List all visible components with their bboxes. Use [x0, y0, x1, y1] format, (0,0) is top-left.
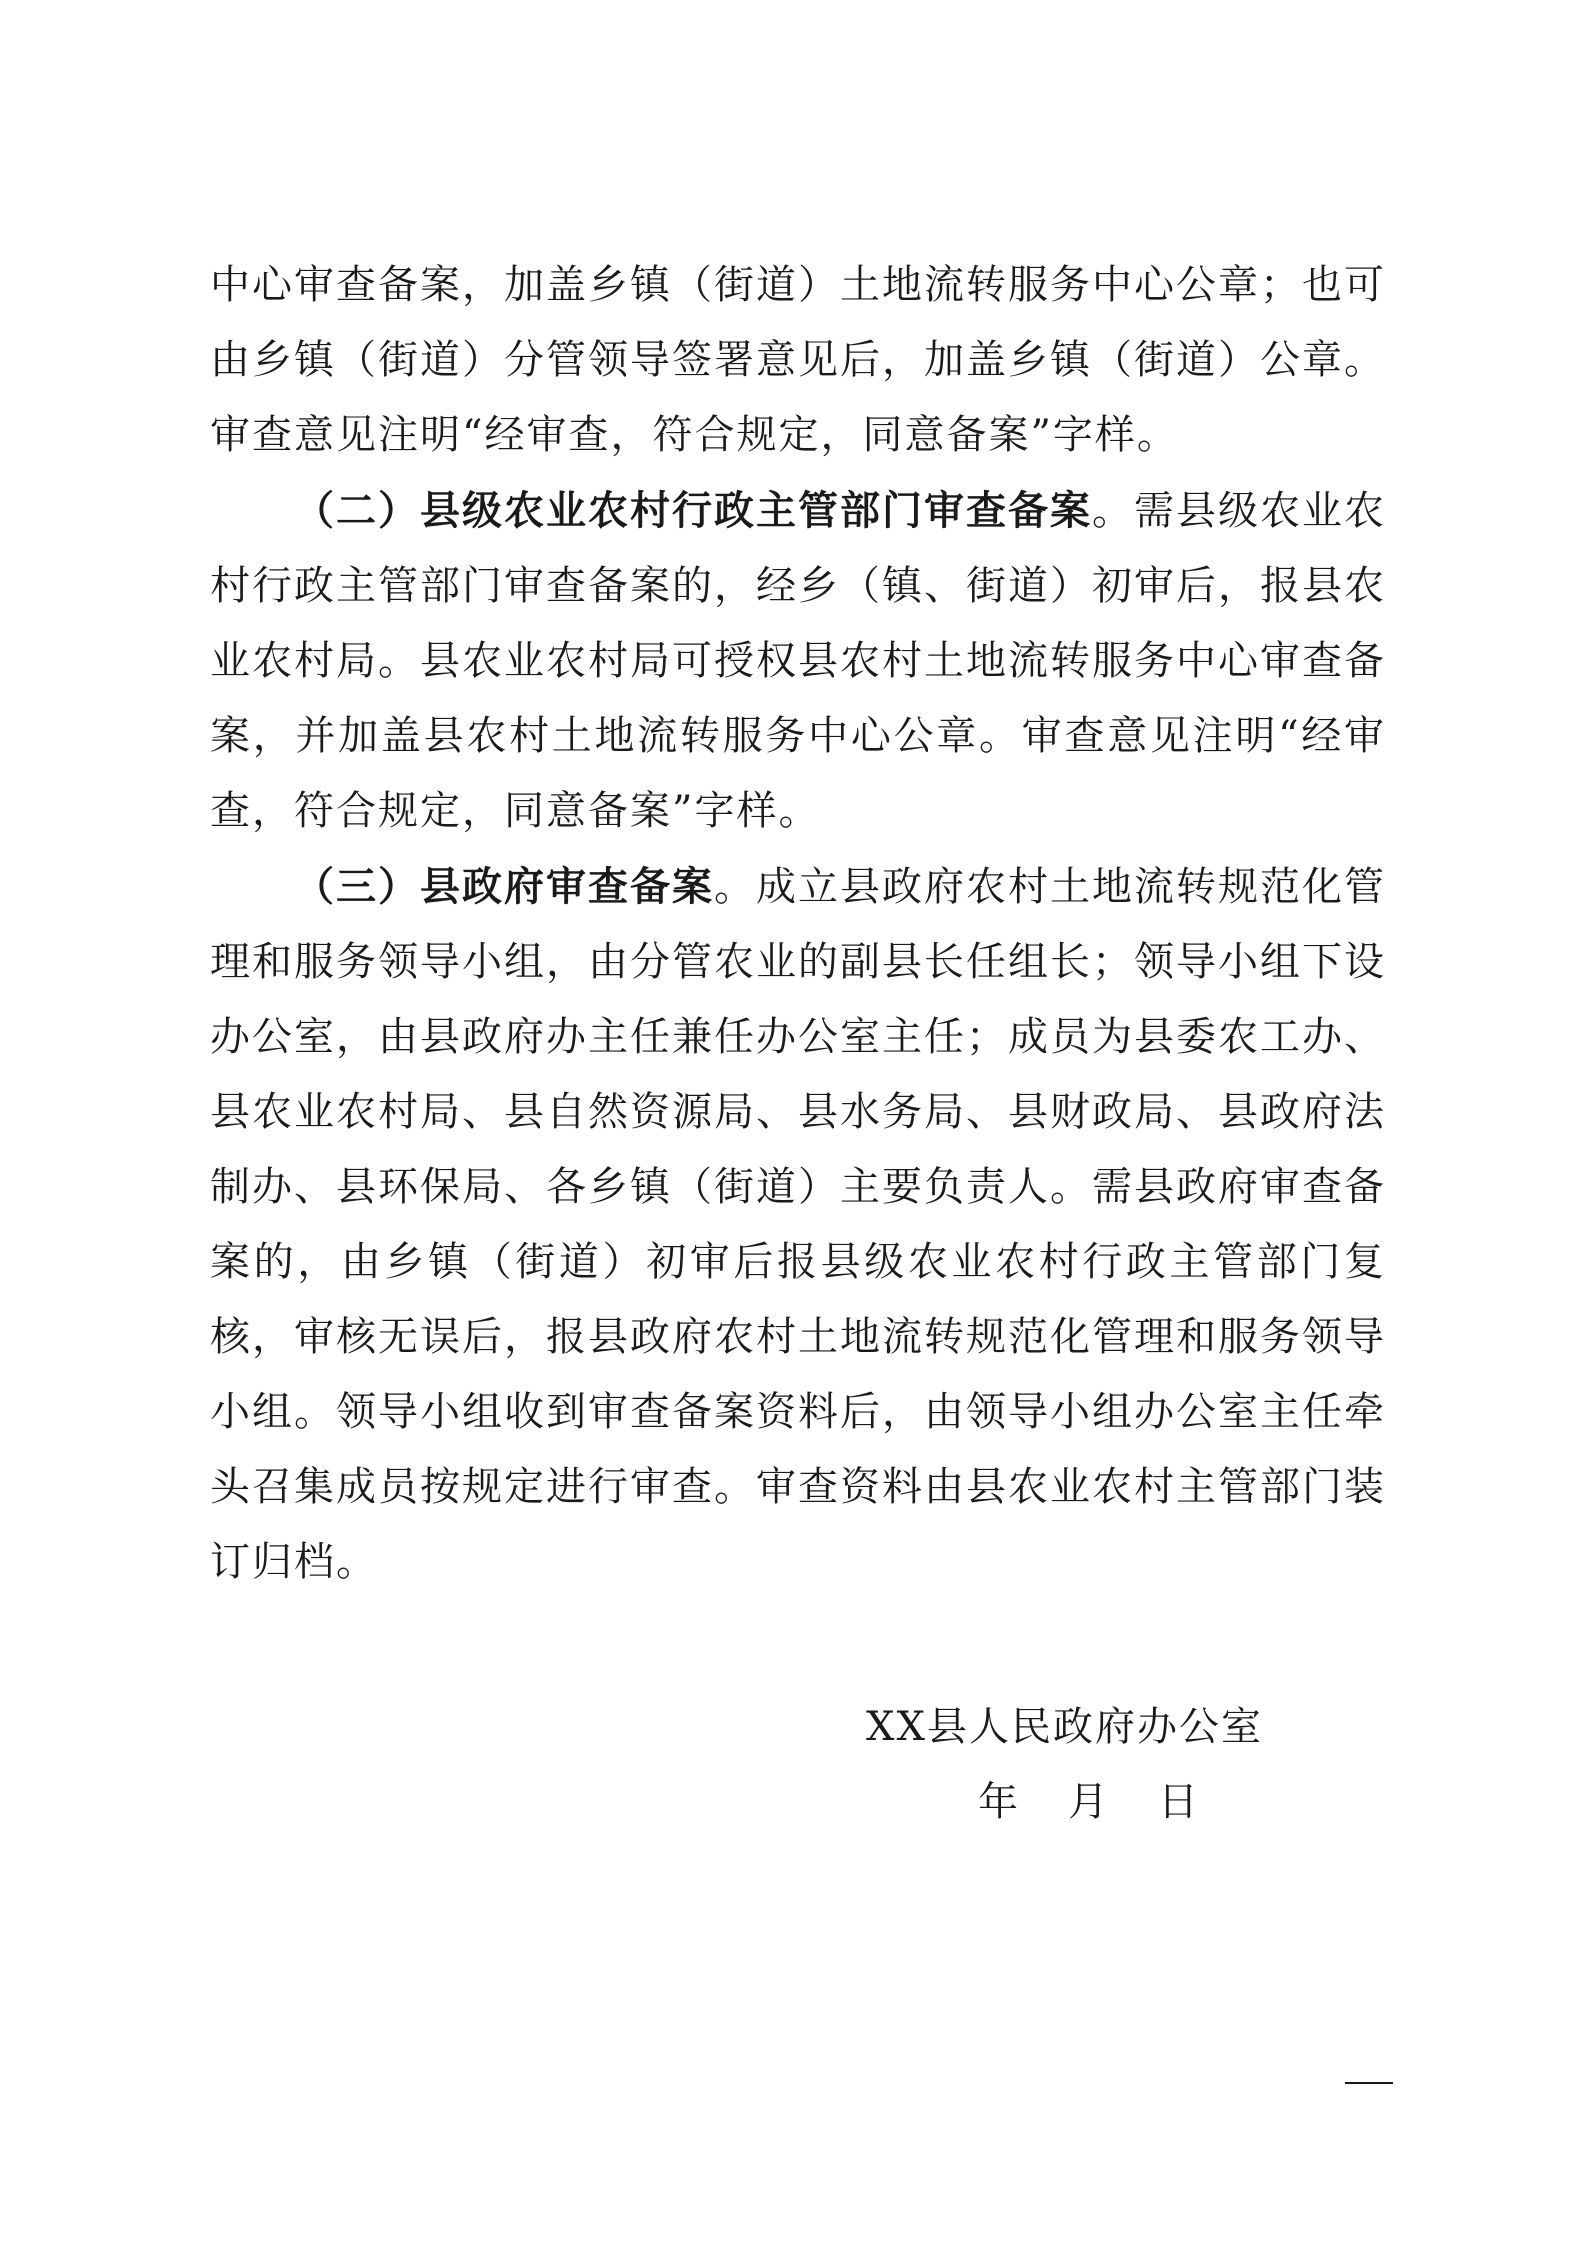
- paragraph-text: 。成立县政府农村土地流转规范化管理和服务领导小组，由分管农业的副县长任组长；领导小组下设办公室，由县政府办主任兼任办公室主任；成员为县委农工办、县农业农村局、县自然资源局、县水务局、县财政局、县政府法制办、县环保局、各乡镇（街道）主要负责人。需县政府审查备案的，由乡镇（街道）初审后报县级农业农村行政主管部门复核，审核无误后，报县政府农村土地流转规范化管理和服务领导小组。领导小组收到审查备案资料后，由领导小组办公室主任牵头召集成员按规定进行审查。审查资料由县农业农村主管部门装订归档。: [210, 864, 1386, 1585]
- paragraph-text: 。需县级农业农村行政主管部门审查备案的，经乡（镇、街道）初审后，报县农业农村局。县农业农村局可授权县农村土地流转服务中心审查备案，并加盖县农村土地流转服务中心公章。审查意见注明“经审查，符合规定，同意备案”字样。: [210, 488, 1386, 834]
- date-day: 日: [1158, 1779, 1200, 1825]
- page-number-dash: [1345, 2082, 1393, 2084]
- issuing-office: XX县人民政府办公室: [866, 1704, 1263, 1750]
- date-year: 年: [978, 1779, 1020, 1825]
- paragraph-text: 中心审查备案，加盖乡镇（街道）土地流转服务中心公章；也可由乡镇（街道）分管领导签署意见后，加盖乡镇（街道）公章。审查意见注明“经审查，符合规定，同意备案”字样。: [210, 262, 1386, 458]
- section-heading: （二）县级农业农村行政主管部门审查备案: [294, 487, 1092, 534]
- paragraph-continuation: [210, 248, 1386, 473]
- section-heading: （三）县政府审查备案: [294, 863, 714, 910]
- paragraph-county-agriculture-review: [210, 473, 1386, 849]
- document-body: [210, 248, 1386, 1600]
- signature-block: [866, 1690, 1263, 1840]
- paragraph-county-government-review: [210, 849, 1386, 1600]
- issue-date: [978, 1765, 1263, 1840]
- date-month: 月: [1068, 1779, 1110, 1825]
